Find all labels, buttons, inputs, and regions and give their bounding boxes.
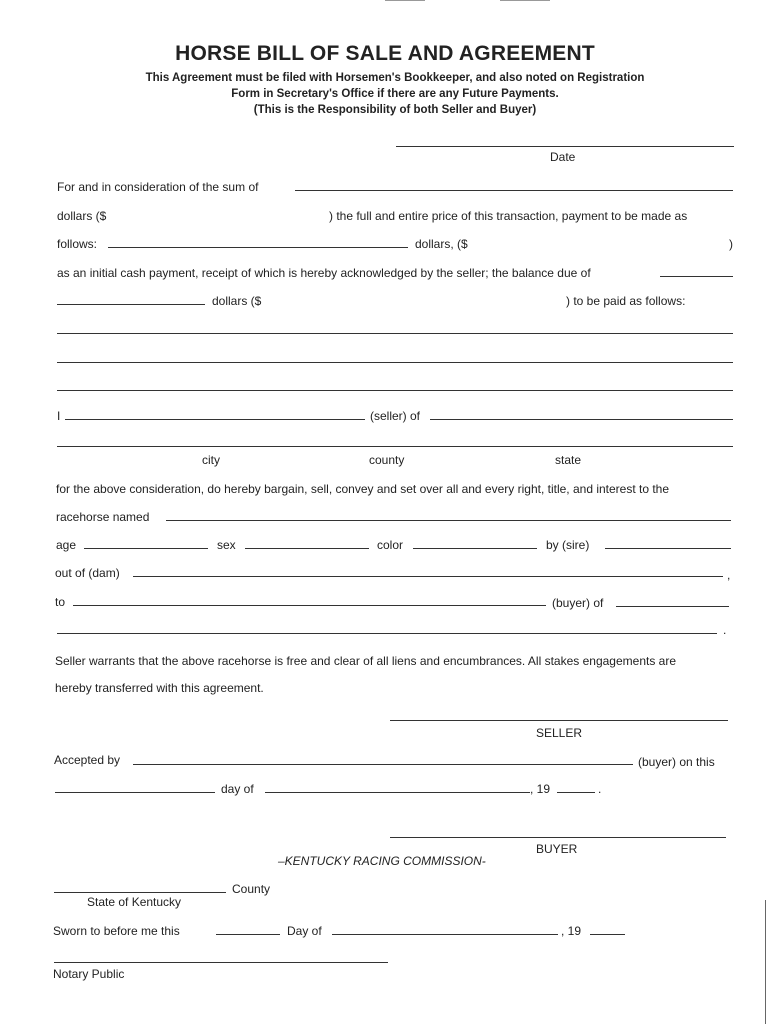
year-19-label: , 19 bbox=[530, 782, 551, 796]
i-label: I bbox=[57, 409, 61, 423]
county-label: county bbox=[369, 453, 405, 467]
follows-label: follows: bbox=[57, 237, 98, 251]
sworn-year-field[interactable] bbox=[590, 934, 625, 935]
form-title: HORSE BILL OF SALE AND AGREEMENT bbox=[175, 42, 595, 65]
to-be-paid-label: ) to be paid as follows: bbox=[566, 294, 686, 308]
dam-field[interactable] bbox=[133, 576, 723, 577]
buyer-label: BUYER bbox=[536, 842, 578, 856]
buyer-of-label: (buyer) of bbox=[552, 596, 604, 610]
close-paren: ) bbox=[729, 237, 733, 251]
payment-terms-line-2[interactable] bbox=[57, 362, 733, 363]
seller-signature-field[interactable] bbox=[390, 720, 728, 721]
convey-label: for the above consideration, do hereby bargain, sell, convey and set over all and every right, title, and interest to the bbox=[56, 482, 670, 496]
seller-address-field[interactable] bbox=[430, 419, 733, 420]
racehorse-named-label: racehorse named bbox=[56, 510, 150, 524]
buyer-address-field[interactable] bbox=[616, 606, 729, 607]
sworn-year-label: , 19 bbox=[561, 924, 582, 938]
subtitle-line-2: Form in Secretary's Office if there are any Future Payments. bbox=[231, 88, 559, 100]
county-field[interactable] bbox=[54, 892, 226, 893]
buyer-signature-field[interactable] bbox=[390, 837, 726, 838]
sire-field[interactable] bbox=[605, 548, 731, 549]
buyer-on-this-label: (buyer) on this bbox=[638, 755, 715, 769]
period-mark: . bbox=[723, 623, 727, 637]
seller-label: SELLER bbox=[536, 726, 583, 740]
racehorse-name-field[interactable] bbox=[166, 520, 731, 521]
state-label: state bbox=[555, 453, 582, 467]
subtitle-line-1: This Agreement must be filed with Horsemen's Bookkeeper, and also noted on Registration bbox=[145, 72, 645, 84]
sworn-label: Sworn to before me this bbox=[53, 924, 180, 938]
warranty-line-1: Seller warrants that the above racehorse is free and clear of all liens and encumbrances. All stakes engagements are bbox=[55, 654, 677, 668]
sworn-day-of-label: Day of bbox=[287, 924, 322, 938]
to-label: to bbox=[55, 595, 66, 609]
notary-signature-field[interactable] bbox=[54, 962, 388, 963]
sex-label: sex bbox=[217, 538, 236, 552]
scan-top-mark-2 bbox=[500, 0, 550, 1]
date-label: Date bbox=[550, 150, 576, 164]
commission-heading: –KENTUCKY RACING COMMISSION- bbox=[278, 854, 486, 868]
accept-day-field[interactable] bbox=[55, 792, 215, 793]
warranty-line-2: hereby transferred with this agreement. bbox=[55, 681, 264, 695]
consideration-label: For and in consideration of the sum of bbox=[57, 180, 259, 194]
scan-top-mark bbox=[385, 0, 425, 1]
sworn-day-field[interactable] bbox=[216, 934, 280, 935]
city-label: city bbox=[202, 453, 220, 467]
sex-field[interactable] bbox=[245, 548, 369, 549]
payment-terms-line-1[interactable] bbox=[57, 333, 733, 334]
state-of-kentucky-label: State of Kentucky bbox=[87, 895, 182, 909]
dollars-paren-label: dollars, ($ bbox=[415, 237, 468, 251]
balance-words-field[interactable] bbox=[57, 304, 205, 305]
balance-field[interactable] bbox=[660, 276, 733, 277]
notary-label: Notary Public bbox=[53, 967, 125, 981]
sire-label: by (sire) bbox=[546, 538, 590, 552]
accepted-by-field[interactable] bbox=[133, 764, 633, 765]
scan-edge-mark bbox=[765, 900, 766, 1024]
accepted-by-label: Accepted by bbox=[54, 753, 121, 767]
seller-name-field[interactable] bbox=[65, 419, 365, 420]
follows-field[interactable] bbox=[108, 247, 408, 248]
accept-month-field[interactable] bbox=[265, 792, 530, 793]
date-field[interactable] bbox=[396, 146, 734, 147]
full-price-label: ) the full and entire price of this transaction, payment to be made as bbox=[329, 209, 688, 223]
color-field[interactable] bbox=[413, 548, 537, 549]
age-field[interactable] bbox=[84, 548, 208, 549]
accept-period: . bbox=[598, 782, 602, 796]
payment-terms-line-3[interactable] bbox=[57, 390, 733, 391]
sworn-month-field[interactable] bbox=[332, 934, 558, 935]
day-of-label: day of bbox=[221, 782, 254, 796]
dollars-label: dollars ($ bbox=[57, 209, 107, 223]
county-label-notary: County bbox=[232, 882, 271, 896]
age-label: age bbox=[56, 538, 77, 552]
dollars-label-2: dollars ($ bbox=[212, 294, 262, 308]
seller-of-label: (seller) of bbox=[370, 409, 421, 423]
dam-label: out of (dam) bbox=[55, 566, 120, 580]
color-label: color bbox=[377, 538, 404, 552]
seller-location-field[interactable] bbox=[57, 446, 733, 447]
sum-field[interactable] bbox=[295, 190, 733, 191]
buyer-location-field[interactable] bbox=[57, 633, 717, 634]
subtitle-line-3: (This is the Responsibility of both Seller and Buyer) bbox=[253, 104, 537, 116]
initial-payment-label: as an initial cash payment, receipt of which is hereby acknowledged by the seller; the balance due of bbox=[57, 266, 591, 280]
dam-comma: , bbox=[727, 568, 731, 582]
accept-year-field[interactable] bbox=[557, 792, 595, 793]
buyer-name-field[interactable] bbox=[73, 605, 546, 606]
